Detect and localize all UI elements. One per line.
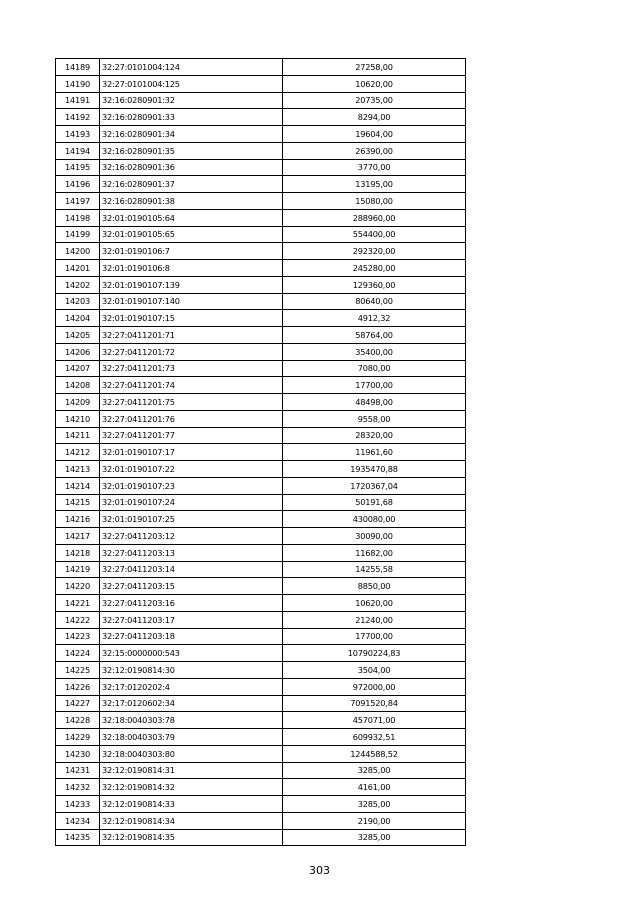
row-number-cell: 14198 [56,209,100,226]
cadastral-value-cell: 8850,00 [283,578,466,595]
row-number-cell: 14215 [56,494,100,511]
table-row [56,75,466,92]
cadastral-value-cell: 30090,00 [283,528,466,545]
table-row [56,645,466,662]
cadastral-number-cell: 32:12:0190814:35 [100,829,283,846]
row-number-cell: 14231 [56,762,100,779]
row-number-cell: 14191 [56,92,100,109]
cadastral-value-cell: 11682,00 [283,544,466,561]
row-number-cell: 14199 [56,226,100,243]
cadastral-value-table [55,58,466,846]
row-number-cell: 14213 [56,461,100,478]
cadastral-number-cell: 32:16:0280901:37 [100,176,283,193]
table-row [56,729,466,746]
cadastral-value-cell: 9558,00 [283,410,466,427]
cadastral-number-cell: 32:12:0190814:34 [100,812,283,829]
cadastral-value-cell: 7080,00 [283,360,466,377]
row-number-cell: 14193 [56,126,100,143]
table-row [56,494,466,511]
cadastral-value-cell: 1244588,52 [283,745,466,762]
row-number-cell: 14195 [56,159,100,176]
row-number-cell: 14212 [56,444,100,461]
table-row [56,611,466,628]
row-number-cell: 14219 [56,561,100,578]
cadastral-number-cell: 32:18:0040303:78 [100,712,283,729]
row-number-cell: 14206 [56,343,100,360]
table-row [56,176,466,193]
cadastral-value-cell: 4912,32 [283,310,466,327]
row-number-cell: 14228 [56,712,100,729]
table-row [56,662,466,679]
table-row [56,159,466,176]
table-row [56,226,466,243]
cadastral-number-cell: 32:12:0190814:31 [100,762,283,779]
cadastral-value-cell: 8294,00 [283,109,466,126]
cadastral-number-cell: 32:12:0190814:32 [100,779,283,796]
cadastral-number-cell: 32:27:0101004:124 [100,59,283,76]
table-row [56,142,466,159]
table-row [56,260,466,277]
cadastral-number-cell: 32:01:0190107:23 [100,477,283,494]
cadastral-value-cell: 1720367,04 [283,477,466,494]
table-row [56,829,466,846]
cadastral-value-cell: 3504,00 [283,662,466,679]
cadastral-value-cell: 48498,00 [283,394,466,411]
row-number-cell: 14197 [56,193,100,210]
cadastral-value-cell: 11961,60 [283,444,466,461]
row-number-cell: 14207 [56,360,100,377]
cadastral-value-cell: 58764,00 [283,327,466,344]
cadastral-number-cell: 32:01:0190107:139 [100,276,283,293]
row-number-cell: 14232 [56,779,100,796]
cadastral-number-cell: 32:12:0190814:33 [100,796,283,813]
table-row [56,343,466,360]
cadastral-value-cell: 430080,00 [283,511,466,528]
table-row [56,427,466,444]
table-row [56,745,466,762]
table-row [56,394,466,411]
row-number-cell: 14223 [56,628,100,645]
cadastral-value-cell: 13195,00 [283,176,466,193]
cadastral-number-cell: 32:01:0190105:64 [100,209,283,226]
cadastral-value-cell: 21240,00 [283,611,466,628]
row-number-cell: 14226 [56,678,100,695]
cadastral-value-cell: 20735,00 [283,92,466,109]
cadastral-value-cell: 245280,00 [283,260,466,277]
cadastral-number-cell: 32:27:0411201:75 [100,394,283,411]
cadastral-number-cell: 32:27:0411203:14 [100,561,283,578]
cadastral-value-cell: 27258,00 [283,59,466,76]
cadastral-number-cell: 32:16:0280901:34 [100,126,283,143]
cadastral-number-cell: 32:01:0190107:15 [100,310,283,327]
row-number-cell: 14196 [56,176,100,193]
table-row [56,243,466,260]
row-number-cell: 14203 [56,293,100,310]
table-row [56,628,466,645]
cadastral-value-cell: 10620,00 [283,75,466,92]
table-row [56,276,466,293]
table-row [56,360,466,377]
page-number: 303 [309,864,330,877]
cadastral-number-cell: 32:16:0280901:33 [100,109,283,126]
cadastral-value-cell: 1935470,88 [283,461,466,478]
cadastral-value-cell: 292320,00 [283,243,466,260]
table-row [56,293,466,310]
row-number-cell: 14216 [56,511,100,528]
table-row [56,779,466,796]
cadastral-value-cell: 28320,00 [283,427,466,444]
row-number-cell: 14234 [56,812,100,829]
cadastral-value-cell: 15080,00 [283,193,466,210]
cadastral-number-cell: 32:01:0190107:17 [100,444,283,461]
row-number-cell: 14222 [56,611,100,628]
cadastral-value-cell: 972000,00 [283,678,466,695]
row-number-cell: 14227 [56,695,100,712]
cadastral-value-cell: 14255,58 [283,561,466,578]
table-row [56,578,466,595]
cadastral-number-cell: 32:27:0101004:125 [100,75,283,92]
cadastral-number-cell: 32:27:0411201:74 [100,377,283,394]
cadastral-number-cell: 32:01:0190107:22 [100,461,283,478]
row-number-cell: 14229 [56,729,100,746]
cadastral-value-cell: 7091520,84 [283,695,466,712]
cadastral-number-cell: 32:15:0000000:543 [100,645,283,662]
cadastral-value-cell: 288960,00 [283,209,466,226]
cadastral-number-cell: 32:27:0411201:72 [100,343,283,360]
cadastral-number-cell: 32:27:0411203:16 [100,595,283,612]
cadastral-value-cell: 609932,51 [283,729,466,746]
row-number-cell: 14217 [56,528,100,545]
row-number-cell: 14192 [56,109,100,126]
table-row [56,544,466,561]
row-number-cell: 14220 [56,578,100,595]
cadastral-value-cell: 19604,00 [283,126,466,143]
row-number-cell: 14200 [56,243,100,260]
cadastral-number-cell: 32:16:0280901:38 [100,193,283,210]
cadastral-number-cell: 32:27:0411201:77 [100,427,283,444]
cadastral-number-cell: 32:17:0120602:34 [100,695,283,712]
table-row [56,209,466,226]
row-number-cell: 14214 [56,477,100,494]
cadastral-value-cell: 35400,00 [283,343,466,360]
table-row [56,92,466,109]
cadastral-number-cell: 32:01:0190106:7 [100,243,283,260]
table-row [56,59,466,76]
row-number-cell: 14201 [56,260,100,277]
table-row [56,126,466,143]
row-number-cell: 14204 [56,310,100,327]
table-row [56,695,466,712]
row-number-cell: 14221 [56,595,100,612]
row-number-cell: 14202 [56,276,100,293]
cadastral-number-cell: 32:16:0280901:32 [100,92,283,109]
cadastral-number-cell: 32:27:0411203:12 [100,528,283,545]
row-number-cell: 14224 [56,645,100,662]
cadastral-number-cell: 32:27:0411201:71 [100,327,283,344]
table-row [56,444,466,461]
row-number-cell: 14194 [56,142,100,159]
cadastral-number-cell: 32:01:0190105:65 [100,226,283,243]
cadastral-value-cell: 10620,00 [283,595,466,612]
cadastral-value-cell: 3285,00 [283,762,466,779]
cadastral-number-cell: 32:27:0411203:15 [100,578,283,595]
cadastral-value-cell: 129360,00 [283,276,466,293]
cadastral-number-cell: 32:18:0040303:79 [100,729,283,746]
cadastral-value-cell: 10790224,83 [283,645,466,662]
table-row [56,327,466,344]
table-row [56,109,466,126]
table-row [56,377,466,394]
cadastral-value-cell: 457071,00 [283,712,466,729]
row-number-cell: 14209 [56,394,100,411]
cadastral-value-cell: 3285,00 [283,796,466,813]
row-number-cell: 14205 [56,327,100,344]
table-row [56,461,466,478]
table-row [56,561,466,578]
cadastral-value-cell: 50191,68 [283,494,466,511]
row-number-cell: 14189 [56,59,100,76]
cadastral-value-cell: 554400,00 [283,226,466,243]
cadastral-number-cell: 32:27:0411203:18 [100,628,283,645]
row-number-cell: 14235 [56,829,100,846]
table-row [56,310,466,327]
cadastral-number-cell: 32:01:0190106:8 [100,260,283,277]
row-number-cell: 14218 [56,544,100,561]
cadastral-number-cell: 32:27:0411203:13 [100,544,283,561]
cadastral-number-cell: 32:12:0190814:30 [100,662,283,679]
table-body [56,59,466,846]
table-row [56,712,466,729]
cadastral-value-cell: 80640,00 [283,293,466,310]
cadastral-number-cell: 32:16:0280901:35 [100,142,283,159]
cadastral-number-cell: 32:17:0120202:4 [100,678,283,695]
table-row [56,193,466,210]
cadastral-number-cell: 32:16:0280901:36 [100,159,283,176]
table-row [56,477,466,494]
table-row [56,595,466,612]
cadastral-number-cell: 32:27:0411201:76 [100,410,283,427]
row-number-cell: 14190 [56,75,100,92]
table-row [56,528,466,545]
row-number-cell: 14233 [56,796,100,813]
cadastral-number-cell: 32:01:0190107:24 [100,494,283,511]
row-number-cell: 14208 [56,377,100,394]
cadastral-value-cell: 4161,00 [283,779,466,796]
cadastral-value-cell: 2190,00 [283,812,466,829]
table-row [56,762,466,779]
table-row [56,796,466,813]
cadastral-number-cell: 32:18:0040303:80 [100,745,283,762]
row-number-cell: 14230 [56,745,100,762]
row-number-cell: 14211 [56,427,100,444]
cadastral-value-cell: 26390,00 [283,142,466,159]
cadastral-number-cell: 32:01:0190107:140 [100,293,283,310]
cadastral-value-cell: 17700,00 [283,377,466,394]
cadastral-number-cell: 32:27:0411201:73 [100,360,283,377]
table-row [56,410,466,427]
cadastral-value-cell: 3285,00 [283,829,466,846]
table-row [56,511,466,528]
cadastral-value-cell: 17700,00 [283,628,466,645]
table-row [56,678,466,695]
cadastral-number-cell: 32:27:0411203:17 [100,611,283,628]
table-row [56,812,466,829]
cadastral-number-cell: 32:01:0190107:25 [100,511,283,528]
cadastral-value-cell: 3770,00 [283,159,466,176]
row-number-cell: 14210 [56,410,100,427]
row-number-cell: 14225 [56,662,100,679]
